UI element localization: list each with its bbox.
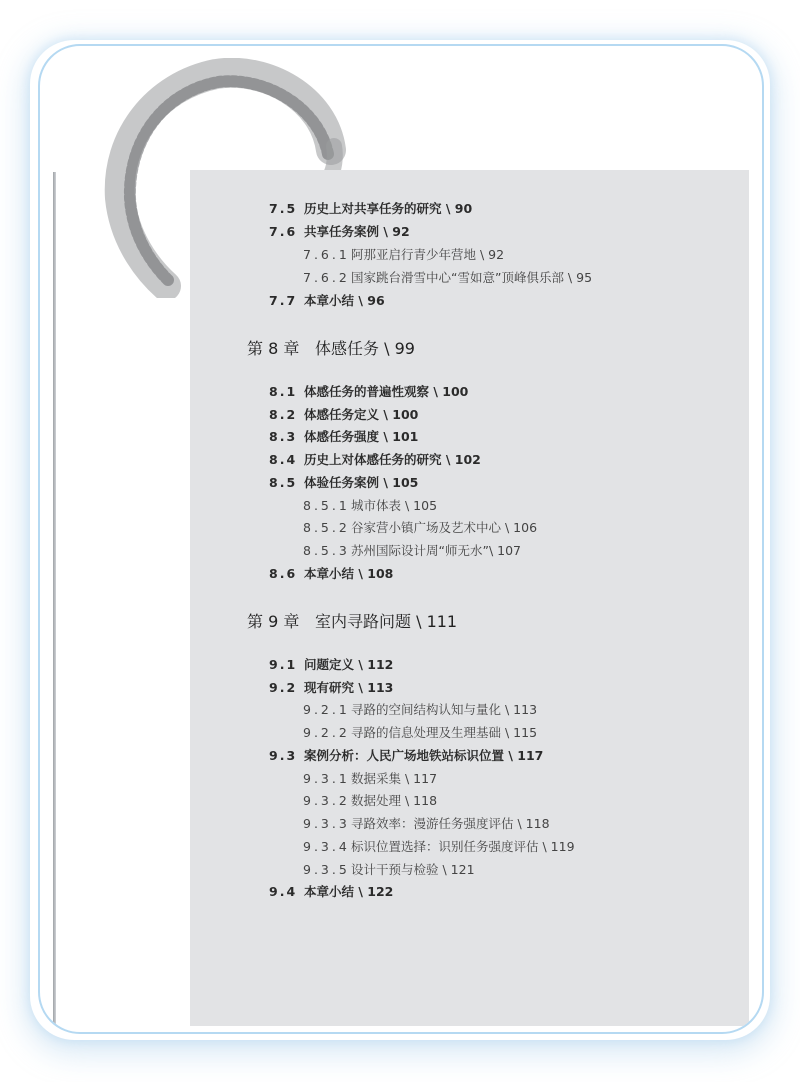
toc-title: 城市体表 \ 105 xyxy=(351,498,438,513)
toc-entry-9-3-5 xyxy=(190,860,749,880)
toc-number: 7.6.1 xyxy=(303,247,350,262)
toc-title: 数据处理 \ 118 xyxy=(351,793,438,808)
toc-title: 本章小结 \ 96 xyxy=(304,293,385,308)
toc-title: 本章小结 \ 122 xyxy=(304,884,394,899)
toc-entry-8-6 xyxy=(190,564,749,584)
toc-entry-9-1 xyxy=(190,655,749,675)
toc-title: 体感任务的普遍性观察 \ 100 xyxy=(304,384,469,399)
toc-entry-9-3 xyxy=(190,746,749,766)
toc-title: 体验任务案例 \ 105 xyxy=(304,475,419,490)
toc-number: 9.2 xyxy=(269,680,298,695)
toc-entry-9-3-2 xyxy=(190,791,749,811)
toc-entry-8-4 xyxy=(190,450,749,470)
toc-number: 9.3.3 xyxy=(303,816,350,831)
toc-number: 8.5 xyxy=(269,475,298,490)
toc-entry-7-6-1 xyxy=(190,245,749,265)
toc-entry-8-5-3 xyxy=(190,541,749,561)
toc-number: 8.4 xyxy=(269,452,298,467)
toc-number: 9.2.2 xyxy=(303,725,350,740)
toc-entry-9-3-4 xyxy=(190,837,749,857)
toc-number: 8.6 xyxy=(269,566,298,581)
toc-title: 阿那亚启行青少年营地 \ 92 xyxy=(351,247,505,262)
toc-chapter-9 xyxy=(190,609,749,635)
toc-number: 9.1 xyxy=(269,657,298,672)
toc-title: 案例分析：人民广场地铁站标识位置 \ 117 xyxy=(304,748,544,763)
toc-title: 标识位置选择：识别任务强度评估 \ 119 xyxy=(351,839,575,854)
toc-number: 7.6 xyxy=(269,224,298,239)
toc-title: 国家跳台滑雪中心“雪如意”顶峰俱乐部 \ 95 xyxy=(351,270,593,285)
toc-title: 体感任务强度 \ 101 xyxy=(304,429,419,444)
toc-number: 7.6.2 xyxy=(303,270,350,285)
chapter-title: 室内寻路问题 \ 111 xyxy=(315,612,458,631)
toc-number: 7.5 xyxy=(269,201,298,216)
chapter-title: 体感任务 \ 99 xyxy=(315,339,415,358)
page-card xyxy=(38,44,764,1034)
toc-entry-8-5 xyxy=(190,473,749,493)
toc-number: 9.3.5 xyxy=(303,862,350,877)
left-margin-rule xyxy=(53,172,56,1032)
toc-entry-9-2-2 xyxy=(190,723,749,743)
toc-number: 8.1 xyxy=(269,384,298,399)
toc-entry-7-6 xyxy=(190,222,749,242)
toc-title: 本章小结 \ 108 xyxy=(304,566,394,581)
toc-number: 9.3.4 xyxy=(303,839,350,854)
toc-title: 寻路的信息处理及生理基础 \ 115 xyxy=(351,725,538,740)
toc-number: 9.3.2 xyxy=(303,793,350,808)
toc-entry-8-2 xyxy=(190,405,749,425)
toc-number: 9.3.1 xyxy=(303,771,350,786)
toc-title: 历史上对体感任务的研究 \ 102 xyxy=(304,452,481,467)
toc-page xyxy=(190,170,749,1026)
toc-title: 设计干预与检验 \ 121 xyxy=(351,862,475,877)
toc-entry-8-5-2 xyxy=(190,518,749,538)
toc-number: 8.3 xyxy=(269,429,298,444)
toc-title: 寻路的空间结构认知与量化 \ 113 xyxy=(351,702,538,717)
toc-number: 9.2.1 xyxy=(303,702,350,717)
toc-title: 体感任务定义 \ 100 xyxy=(304,407,419,422)
toc-number: 8.5.1 xyxy=(303,498,350,513)
toc-title: 苏州国际设计周“师无水”\ 107 xyxy=(351,543,521,558)
toc-entry-8-3 xyxy=(190,427,749,447)
toc-chapter-8 xyxy=(190,336,749,362)
toc-number: 7.7 xyxy=(269,293,298,308)
toc-entry-9-4 xyxy=(190,882,749,902)
toc-entry-9-3-3 xyxy=(190,814,749,834)
toc-entry-7-6-2 xyxy=(190,268,749,288)
toc-number: 9.3 xyxy=(269,748,298,763)
toc-entry-7-7 xyxy=(190,291,749,311)
toc-entry-7-5 xyxy=(190,199,749,219)
toc-entry-8-5-1 xyxy=(190,496,749,516)
chapter-number: 第 8 章 xyxy=(247,339,300,358)
toc-title: 历史上对共享任务的研究 \ 90 xyxy=(304,201,473,216)
toc-entry-8-1 xyxy=(190,382,749,402)
toc-number: 8.5.3 xyxy=(303,543,350,558)
toc-title: 寻路效率：漫游任务强度评估 \ 118 xyxy=(351,816,550,831)
chapter-number: 第 9 章 xyxy=(247,612,300,631)
toc-number: 8.2 xyxy=(269,407,298,422)
toc-entry-9-2-1 xyxy=(190,700,749,720)
toc-title: 共享任务案例 \ 92 xyxy=(304,224,410,239)
toc-number: 9.4 xyxy=(269,884,298,899)
toc-title: 谷家营小镇广场及艺术中心 \ 106 xyxy=(351,520,538,535)
toc-title: 问题定义 \ 112 xyxy=(304,657,394,672)
toc-number: 8.5.2 xyxy=(303,520,350,535)
toc-entry-9-3-1 xyxy=(190,769,749,789)
toc-entry-9-2 xyxy=(190,678,749,698)
toc-title: 现有研究 \ 113 xyxy=(304,680,394,695)
toc-title: 数据采集 \ 117 xyxy=(351,771,438,786)
